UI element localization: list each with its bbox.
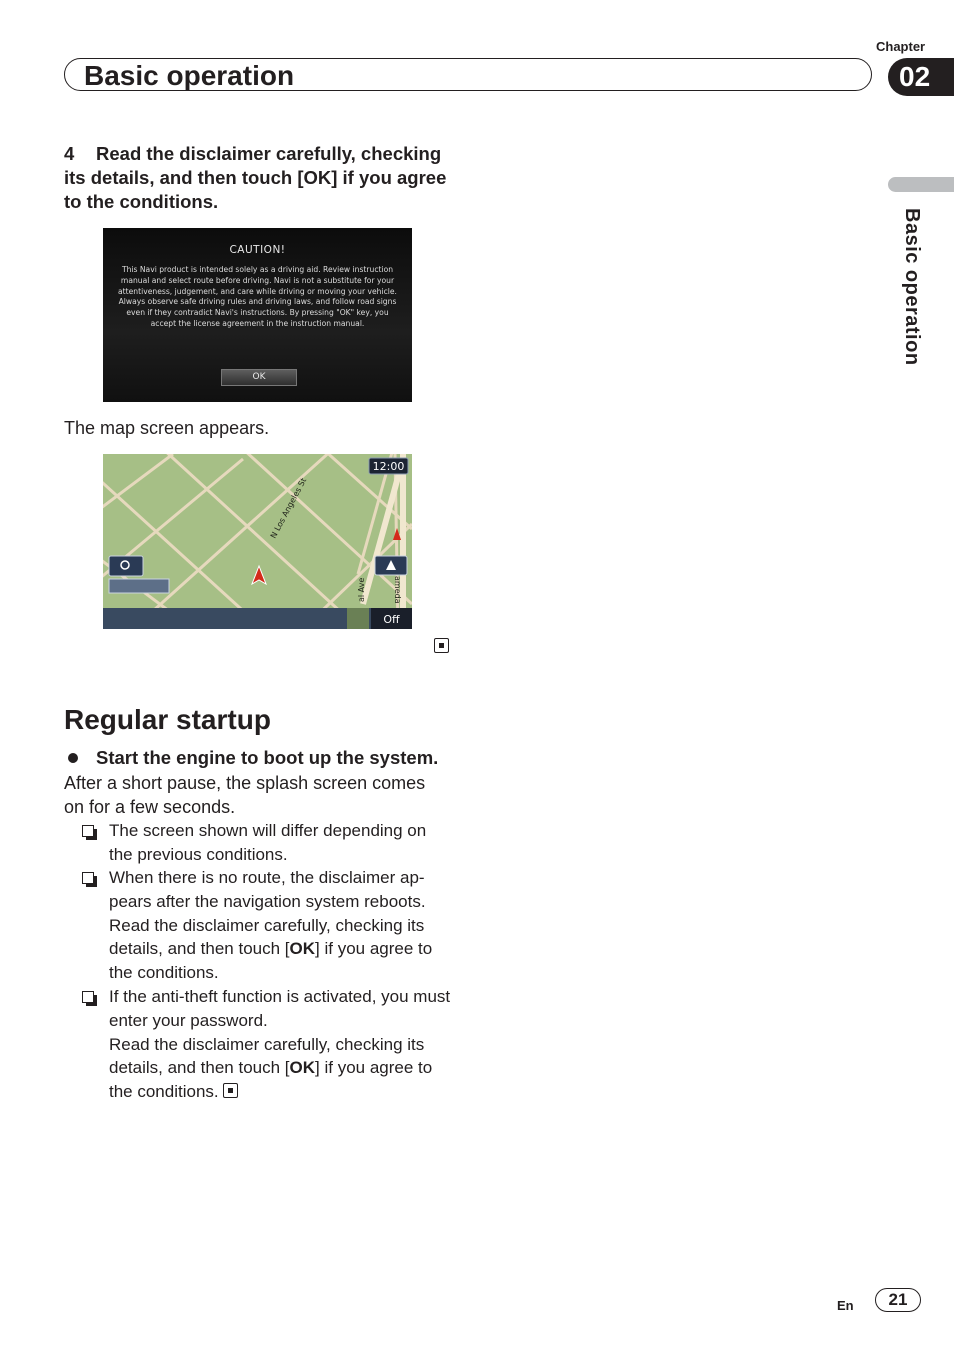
note-checkbox-icon bbox=[82, 872, 94, 884]
scale-bar bbox=[109, 579, 169, 593]
side-tab-label: Basic operation bbox=[901, 208, 923, 366]
map-graphic bbox=[103, 454, 412, 629]
off-label: Off bbox=[383, 613, 400, 626]
bullet-dot-icon bbox=[68, 753, 78, 763]
note-text bbox=[109, 866, 454, 985]
note-read-post: ] if you agree to the conditions. bbox=[109, 939, 433, 983]
note-read-pre: Read the disclaimer carefully, checking its details, and then touch [ bbox=[109, 915, 425, 959]
bullet-text: Start the engine to boot up the system. bbox=[96, 747, 439, 768]
search-button-icon bbox=[109, 556, 143, 576]
end-mark-icon bbox=[434, 638, 449, 653]
section-title: Regular startup bbox=[64, 704, 271, 735]
section-paragraph: After a short pause, the splash screen comes on for a few seconds. bbox=[64, 773, 426, 817]
note-checkbox-icon bbox=[82, 825, 94, 837]
caution-body: This Navi product is intended solely as a driving aid. Review instruction manual and select route before driving. Navi is not a substitute for your attentiveness, judgement, and care while driving or moving your vehicle. Always observe safe driving rules and driving laws, and follow road signs even if they contradict Navi's instructions. By pressing "OK" key, you accept the license agreement in the instruction manual. bbox=[118, 265, 397, 328]
bullet-item bbox=[64, 746, 438, 770]
note-text bbox=[109, 985, 454, 1104]
chapter-number: 02 bbox=[899, 61, 931, 92]
ok-key-label: OK bbox=[289, 1058, 316, 1078]
chapter-title: Basic operation bbox=[84, 60, 295, 91]
ok-key-label: OK bbox=[289, 939, 316, 959]
side-tab-marker bbox=[888, 177, 954, 192]
caution-screenshot bbox=[103, 228, 412, 402]
ok-button: OK bbox=[221, 369, 297, 386]
end-mark-icon bbox=[223, 1083, 238, 1098]
map-caption: The map screen appears. bbox=[64, 418, 270, 438]
clock-label: 12:00 bbox=[372, 460, 405, 473]
note-line: If the anti-theft function is activated, you must enter your password. bbox=[109, 987, 451, 1030]
step-instruction bbox=[64, 142, 449, 214]
chapter-label: Chapter bbox=[876, 39, 926, 54]
note-read-post: ] if you agree to the conditions. bbox=[109, 1058, 433, 1102]
step-number: 4 bbox=[64, 143, 75, 164]
note-read-pre: Read the disclaimer carefully, checking its details, and then touch [ bbox=[109, 1034, 425, 1078]
street-label: al Ave bbox=[357, 577, 366, 602]
note-line: When there is no route, the disclaimer ap- pears after the navigation system reboots. bbox=[109, 868, 426, 911]
step-text: Read the disclaimer carefully, checking its details, and then touch [OK] if you agree to the conditions. bbox=[64, 143, 447, 212]
caution-title: CAUTION! bbox=[229, 244, 286, 256]
page-number: 21 bbox=[875, 1288, 921, 1312]
note-checkbox-icon bbox=[82, 991, 94, 1003]
language-label: En bbox=[837, 1298, 854, 1313]
map-screenshot bbox=[103, 454, 412, 629]
note-text: The screen shown will differ depending on the previous conditions. bbox=[109, 821, 427, 864]
street-label: N Los Angeles St bbox=[268, 476, 309, 540]
street-label: ameda bbox=[393, 576, 402, 604]
